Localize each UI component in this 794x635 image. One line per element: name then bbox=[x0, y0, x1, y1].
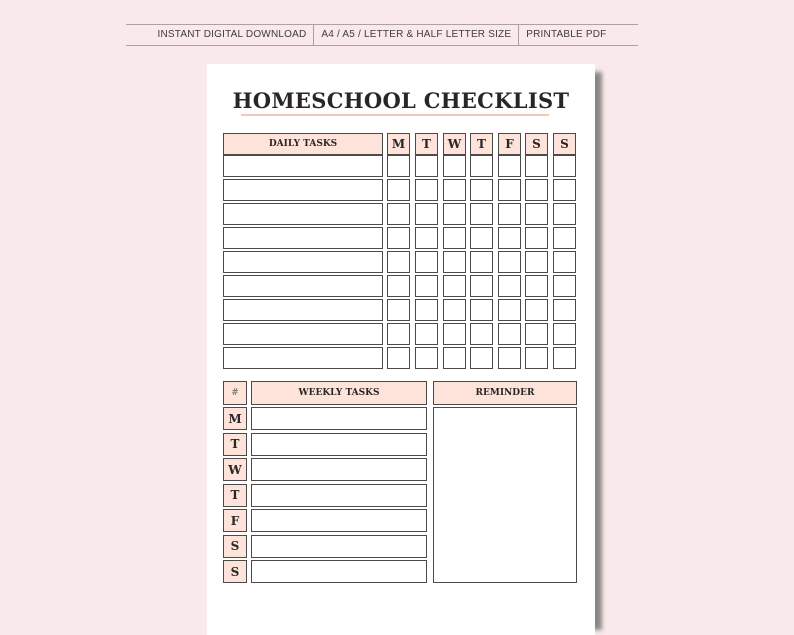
weekly-day-label: T bbox=[223, 484, 247, 507]
daily-task-field[interactable] bbox=[223, 155, 383, 177]
banner-item-format: PRINTABLE PDF bbox=[526, 29, 607, 40]
daily-checkbox[interactable] bbox=[443, 179, 466, 201]
daily-checkbox[interactable] bbox=[443, 323, 466, 345]
weekly-day-label: S bbox=[223, 535, 247, 558]
daily-checkbox[interactable] bbox=[553, 227, 576, 249]
daily-checkbox[interactable] bbox=[387, 203, 410, 225]
daily-checkbox[interactable] bbox=[470, 203, 493, 225]
daily-checkbox[interactable] bbox=[553, 155, 576, 177]
checklist-sheet bbox=[207, 64, 595, 635]
daily-checkbox[interactable] bbox=[470, 155, 493, 177]
daily-checkbox[interactable] bbox=[415, 347, 438, 369]
daily-checkbox[interactable] bbox=[553, 251, 576, 273]
daily-checkbox[interactable] bbox=[525, 203, 548, 225]
page-title: HOMESCHOOL CHECKLIST bbox=[232, 88, 570, 113]
daily-checkbox[interactable] bbox=[525, 179, 548, 201]
daily-checkbox[interactable] bbox=[470, 323, 493, 345]
daily-checkbox[interactable] bbox=[470, 299, 493, 321]
daily-day-header: T bbox=[415, 133, 438, 155]
daily-checkbox[interactable] bbox=[498, 299, 521, 321]
daily-checkbox[interactable] bbox=[553, 179, 576, 201]
daily-checkbox[interactable] bbox=[498, 251, 521, 273]
daily-checkbox[interactable] bbox=[498, 179, 521, 201]
banner-item-sizes: A4 / A5 / LETTER & HALF LETTER SIZE bbox=[321, 29, 512, 40]
daily-checkbox[interactable] bbox=[498, 347, 521, 369]
daily-checkbox[interactable] bbox=[470, 179, 493, 201]
daily-checkbox[interactable] bbox=[498, 203, 521, 225]
daily-day-header: M bbox=[387, 133, 410, 155]
daily-checkbox[interactable] bbox=[415, 203, 438, 225]
daily-checkbox[interactable] bbox=[415, 155, 438, 177]
daily-checkbox[interactable] bbox=[553, 203, 576, 225]
daily-day-header: S bbox=[525, 133, 548, 155]
daily-day-header: T bbox=[470, 133, 493, 155]
daily-day-header: F bbox=[498, 133, 521, 155]
daily-checkbox[interactable] bbox=[525, 299, 548, 321]
daily-checkbox[interactable] bbox=[387, 227, 410, 249]
daily-checkbox[interactable] bbox=[553, 299, 576, 321]
daily-checkbox[interactable] bbox=[443, 275, 466, 297]
daily-task-field[interactable] bbox=[223, 323, 383, 345]
reminder-box[interactable] bbox=[433, 407, 577, 583]
daily-checkbox[interactable] bbox=[415, 299, 438, 321]
daily-checkbox[interactable] bbox=[415, 227, 438, 249]
daily-checkbox[interactable] bbox=[553, 275, 576, 297]
weekly-task-field[interactable] bbox=[251, 560, 427, 583]
daily-checkbox[interactable] bbox=[443, 155, 466, 177]
weekly-task-field[interactable] bbox=[251, 535, 427, 558]
product-info-banner bbox=[126, 24, 638, 46]
daily-task-field[interactable] bbox=[223, 275, 383, 297]
weekly-task-field[interactable] bbox=[251, 433, 427, 456]
daily-checkbox[interactable] bbox=[553, 323, 576, 345]
daily-checkbox[interactable] bbox=[443, 347, 466, 369]
daily-checkbox[interactable] bbox=[525, 251, 548, 273]
daily-checkbox[interactable] bbox=[470, 251, 493, 273]
daily-checkbox[interactable] bbox=[498, 275, 521, 297]
daily-checkbox[interactable] bbox=[525, 323, 548, 345]
daily-checkbox[interactable] bbox=[525, 275, 548, 297]
daily-task-field[interactable] bbox=[223, 251, 383, 273]
reminder-header: REMINDER bbox=[433, 381, 577, 405]
daily-checkbox[interactable] bbox=[525, 347, 548, 369]
daily-task-field[interactable] bbox=[223, 347, 383, 369]
daily-checkbox[interactable] bbox=[387, 155, 410, 177]
daily-checkbox[interactable] bbox=[443, 203, 466, 225]
weekly-number-header: # bbox=[223, 381, 247, 405]
weekly-task-field[interactable] bbox=[251, 509, 427, 532]
weekly-day-label: S bbox=[223, 560, 247, 583]
daily-checkbox[interactable] bbox=[470, 275, 493, 297]
banner-item-download: INSTANT DIGITAL DOWNLOAD bbox=[157, 29, 307, 40]
weekly-day-label: M bbox=[223, 407, 247, 430]
daily-checkbox[interactable] bbox=[498, 323, 521, 345]
daily-checkbox[interactable] bbox=[525, 227, 548, 249]
daily-task-field[interactable] bbox=[223, 203, 383, 225]
daily-checkbox[interactable] bbox=[470, 347, 493, 369]
weekly-tasks-header: WEEKLY TASKS bbox=[251, 381, 427, 405]
daily-checkbox[interactable] bbox=[498, 155, 521, 177]
daily-checkbox[interactable] bbox=[387, 275, 410, 297]
daily-tasks-header: DAILY TASKS bbox=[223, 133, 383, 155]
daily-checkbox[interactable] bbox=[387, 323, 410, 345]
weekly-task-field[interactable] bbox=[251, 458, 427, 481]
weekly-day-label: F bbox=[223, 509, 247, 532]
daily-checkbox[interactable] bbox=[387, 299, 410, 321]
title-underline bbox=[241, 114, 549, 116]
weekly-task-field[interactable] bbox=[251, 484, 427, 507]
daily-checkbox[interactable] bbox=[443, 299, 466, 321]
daily-task-field[interactable] bbox=[223, 179, 383, 201]
weekly-task-field[interactable] bbox=[251, 407, 427, 430]
daily-checkbox[interactable] bbox=[415, 323, 438, 345]
daily-checkbox[interactable] bbox=[387, 347, 410, 369]
weekly-day-label: T bbox=[223, 433, 247, 456]
daily-checkbox[interactable] bbox=[553, 347, 576, 369]
daily-checkbox[interactable] bbox=[415, 275, 438, 297]
daily-checkbox[interactable] bbox=[498, 227, 521, 249]
daily-checkbox[interactable] bbox=[387, 251, 410, 273]
daily-checkbox[interactable] bbox=[387, 179, 410, 201]
daily-checkbox[interactable] bbox=[470, 227, 493, 249]
daily-checkbox[interactable] bbox=[525, 155, 548, 177]
daily-checkbox[interactable] bbox=[443, 227, 466, 249]
daily-checkbox[interactable] bbox=[443, 251, 466, 273]
daily-task-field[interactable] bbox=[223, 227, 383, 249]
daily-checkbox[interactable] bbox=[415, 251, 438, 273]
daily-task-field[interactable] bbox=[223, 299, 383, 321]
weekly-day-label: W bbox=[223, 458, 247, 481]
daily-day-header: S bbox=[553, 133, 576, 155]
daily-day-header: W bbox=[443, 133, 466, 155]
daily-checkbox[interactable] bbox=[415, 179, 438, 201]
